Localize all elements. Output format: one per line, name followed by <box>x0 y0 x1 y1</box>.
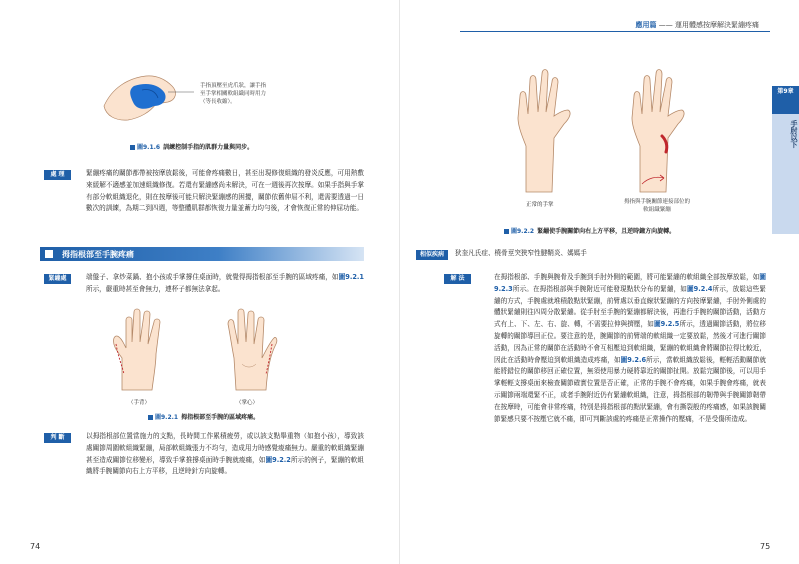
tense-area-text-2: 所示，嚴重時甚至會無力，連杯子都無法拿起。 <box>86 284 225 293</box>
similar-disease-text: 狄奎凡氏症、橈骨莖突狹窄性腱鞘炎、媽媽手 <box>455 249 587 257</box>
label-solution: 解 法 <box>444 274 471 284</box>
figure-caption-text: 訓練控制手指的肌群力量與同步。 <box>163 144 254 151</box>
figure-marker-icon <box>504 229 509 234</box>
hand-palm-illustration <box>210 304 280 394</box>
section-title-bar <box>40 247 364 261</box>
left-page <box>0 0 399 564</box>
fig-ref-9-2-6: 圖9.2.6 <box>620 355 647 364</box>
normal-hand-label: 正常的手掌 <box>526 202 554 208</box>
right-page <box>400 0 799 564</box>
solution-paragraph <box>494 272 766 425</box>
fig-ref-9-2-2: 圖9.2.2 <box>265 455 291 464</box>
label-similar-disease: 相似疾病 <box>416 250 448 260</box>
page-number-right: 75 <box>760 542 771 551</box>
solution-text-2: 所示。在拇指根部與手腕附近可能發現點狀分布的緊繃，如 <box>512 284 687 293</box>
fig-9-2-1-caption <box>148 412 259 421</box>
label-processing: 處 理 <box>44 170 71 180</box>
tense-hand-label: 拇指與手腕關節連接部位的軟組織緊繃 <box>623 199 690 213</box>
solution-text-4: 所示，透過關節活動，將位移旋轉的關節導回正位。要注意的是，腕關節的前臂端的軟組織一定要放鬆，然後才可進行關節活動，因為正常的關節在活動時不會互相壓迫到軟組織，緊繃的軟組織會將關節拉得比較近，因此在活動時會壓迫到軟組織造成疼痛，如 <box>494 320 767 364</box>
fig-ref-9-2-4: 圖9.2.4 <box>686 284 713 293</box>
figure-number: 圖9.2.2 <box>511 228 535 235</box>
header-chapter: 應用篇 <box>635 21 657 29</box>
figure-caption-text: 拇指根部至手腕的區域疼痛。 <box>181 414 260 421</box>
section-title: 拇指根部至手腕疼痛 <box>62 250 134 259</box>
header-dash: —— <box>658 21 673 29</box>
page-number-left: 74 <box>30 542 41 551</box>
hand-squeeze-illustration <box>98 66 198 126</box>
tense-area-paragraph <box>86 272 364 296</box>
figure-number: 圖9.1.6 <box>137 144 161 151</box>
fig-9-2-2-caption <box>504 226 675 235</box>
fig-ref-9-2-5: 圖9.2.5 <box>653 320 680 329</box>
solution-text-1: 在拇指根部、手腕與腕骨及手腕到手肘外側的範圍，將可能緊繃的軟組織全部按摩放鬆，如 <box>494 273 760 281</box>
solution-text-3: 所示，放鬆這些緊繃的方式，手腕處就堆積散點狀緊繃，前臂處以垂直線狀緊繃的方向按摩緊繃，手肘外側處的體狀緊繃則往四周分散緊繃。從手肘至手腕的緊繃都解決後，再進行手腕的關節活動，活動方式有上、下、左、右、旋、轉，不需要拉伸與擠壓，如 <box>494 284 767 329</box>
running-header <box>636 20 759 30</box>
figure-caption-text: 緊繃使手腕關節向右上方平移，且逆時鐘方向旋轉。 <box>537 228 676 235</box>
tense-area-text-1: 端盤子、拿炒菜鍋、抱小孩或手掌撐住桌面時，就覺得拇指根部至手腕的區域疼痛，如 <box>86 273 339 281</box>
normal-hand-illustration <box>508 66 578 196</box>
fig-9-1-6-caption <box>130 142 253 151</box>
fig-9-1-6-note: 手指頂壓至虎爪狀，讓手指至手掌相關軟組織同時用力（等長收縮）。 <box>200 83 267 105</box>
section-tab: 手肘以下 <box>772 114 799 234</box>
tense-hand-illustration <box>622 66 692 196</box>
label-tense-area: 緊繃處 <box>44 274 71 284</box>
palm-label: （掌心） <box>236 400 259 406</box>
header-title: 運用體感按摩解決緊繃疼痛 <box>675 21 759 29</box>
section-marker-icon <box>45 250 53 258</box>
chapter-tab: 第9章 <box>772 86 799 114</box>
fig-ref-9-2-3: 圖9.2.3 <box>494 273 766 293</box>
solution-text-5: 所示，當軟組織放鬆後，輕輕活動關節就能將錯位的關節移回正確位置，無須使用暴力硬將靠近的關節扯開。放鬆完關節後，可以用手掌輕輕支撐桌面來檢查關節確實位置是否正確，正常的手腕不會疼痛，如果手腕會疼痛，就表示關節兩端還緊不正，或者手腕附近仍有緊繃軟組織，注意，拇指根部的韌帶與手腕關節韌帶在按摩時，可能會非常疼痛，特別是拇指根部的點狀緊繃，會有撕裂般的疼痛感，如果該腕關節緊感只要不按壓它就不痛，即可判斷該處的疼痛是正常操作的壓痛，不是受傷所造成。 <box>494 355 766 423</box>
label-judgement: 判 斷 <box>44 433 71 443</box>
fig-ref-9-2-1: 圖9.2.1 <box>338 273 364 281</box>
judgement-paragraph <box>86 431 364 478</box>
header-rule <box>460 31 770 32</box>
judgement-text-1: 以拇指根部位置當施力的支點，長時間工作累積疲勞，或以該支點舉重物（如抱小孩），導致該處關節周圍軟組織緊繃，局部軟組織張力不均勻，造成用力時感覺痠痛無力。嚴重的軟組織緊繃甚至造成關節位移變形，導致手掌推撐桌面時手腕就痠痛，如 <box>86 432 364 464</box>
figure-number: 圖9.2.1 <box>155 414 179 421</box>
back-of-hand-label: （手背） <box>128 400 151 406</box>
figure-marker-icon <box>148 415 153 420</box>
processing-paragraph: 緊繃疼痛的關節都帶被按摩放鬆後，可能會疼痛數日，甚至出現修復組織的發炎反應，可用熱敷來緩解不適感並加速組織修復。若還有緊繃感尚未解決，可在一週後再次按摩。如果手指與手掌有部分軟組織退化，則在按摩後可能只解決緊繃感的困擾，關節依舊伸屈不利，還需要透過一日數次的訓練，為期二到四週，等整體肌群都恢復力量並蓄力均勻後，才會恢復正常的伸屈功能。 <box>86 169 364 213</box>
hand-back-illustration <box>108 304 178 394</box>
judgement-text-2: 所示的例子，緊繃的軟組織將手腕關節向右上方平移，且逆時針方向旋轉。 <box>86 455 365 476</box>
figure-marker-icon <box>130 145 135 150</box>
